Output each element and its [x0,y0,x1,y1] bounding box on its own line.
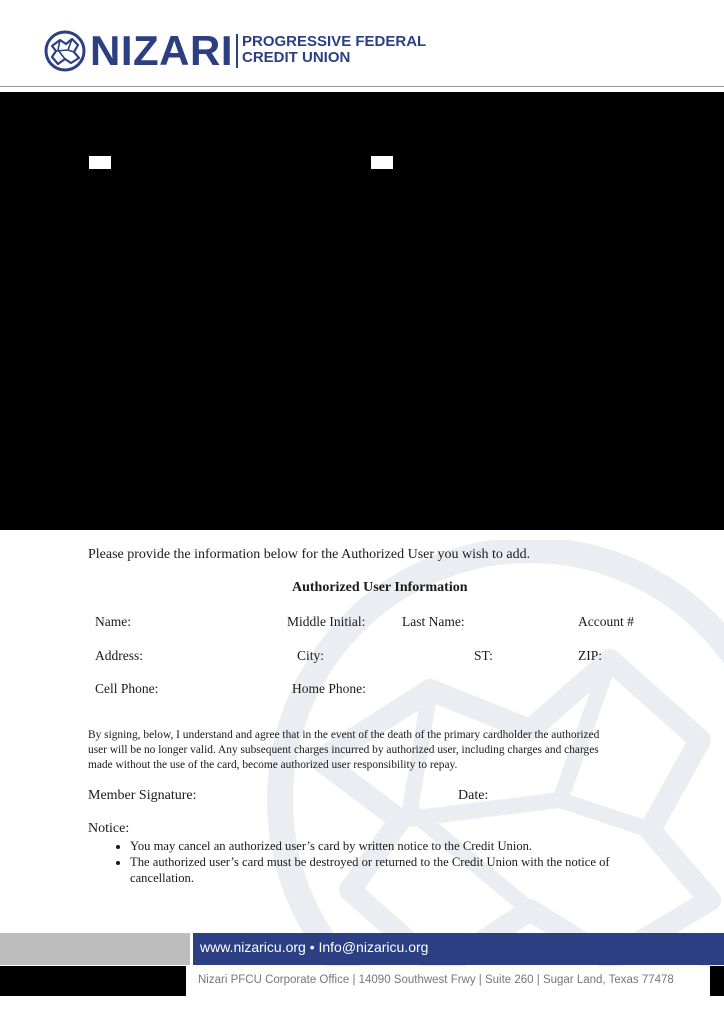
checkbox-left[interactable] [89,156,111,169]
logo-subtitle-line1: PROGRESSIVE FEDERAL [242,33,427,50]
notice-item: • You may cancel an authorized user’s card by written notice to the Credit Union. [130,838,650,854]
checkbox-right[interactable] [371,156,393,169]
intro-text: Please provide the information below for the Authorized User you wish to add. [88,547,531,562]
globe-hands-logo-icon [44,30,86,72]
city-label: City: [297,648,325,663]
logo-wordmark: NIZARI [90,27,233,74]
agreement-line-1: By signing, below, I understand and agree that in the event of the death of the primary cardholder the authorized [88,729,600,741]
address-label: Address: [95,648,143,663]
header-rule [0,86,724,87]
notice-item: • The authorized user’s card must be destroyed or returned to the Credit Union with the notice of cancellation. [130,854,650,886]
footer-gray-band [0,933,190,965]
logo-subtitle-line2: CREDIT UNION [242,49,351,66]
section-title: Authorized User Information [292,580,468,595]
agreement-line-3: made without the use of the card, become authorized user responsibility to repay. [88,759,458,771]
date-label: Date: [458,788,489,803]
footer-contact: www.nizaricu.org • Info@nizaricu.org [200,939,429,955]
member-signature-label: Member Signature: [88,788,197,803]
middle-initial-label: Middle Initial: [287,614,366,629]
account-label: Account # [578,614,634,629]
logo-divider [236,34,238,68]
home-phone-label: Home Phone: [292,681,366,696]
agreement-line-2: user will be no longer valid. Any subsequent charges incurred by authorized user, including charges and charges [88,744,599,756]
zip-label: ZIP: [578,648,603,663]
page-header [0,0,724,88]
notice-list [112,838,650,886]
last-name-label: Last Name: [402,614,465,629]
notice-title: Notice: [88,821,130,836]
name-label: Name: [95,614,131,629]
cell-phone-label: Cell Phone: [95,681,159,696]
footer-address: Nizari PFCU Corporate Office | 14090 Southwest Frwy | Suite 260 | Sugar Land, Texas 77478 [198,974,674,986]
state-label: ST: [474,648,493,663]
logo-subtitle [242,34,426,66]
